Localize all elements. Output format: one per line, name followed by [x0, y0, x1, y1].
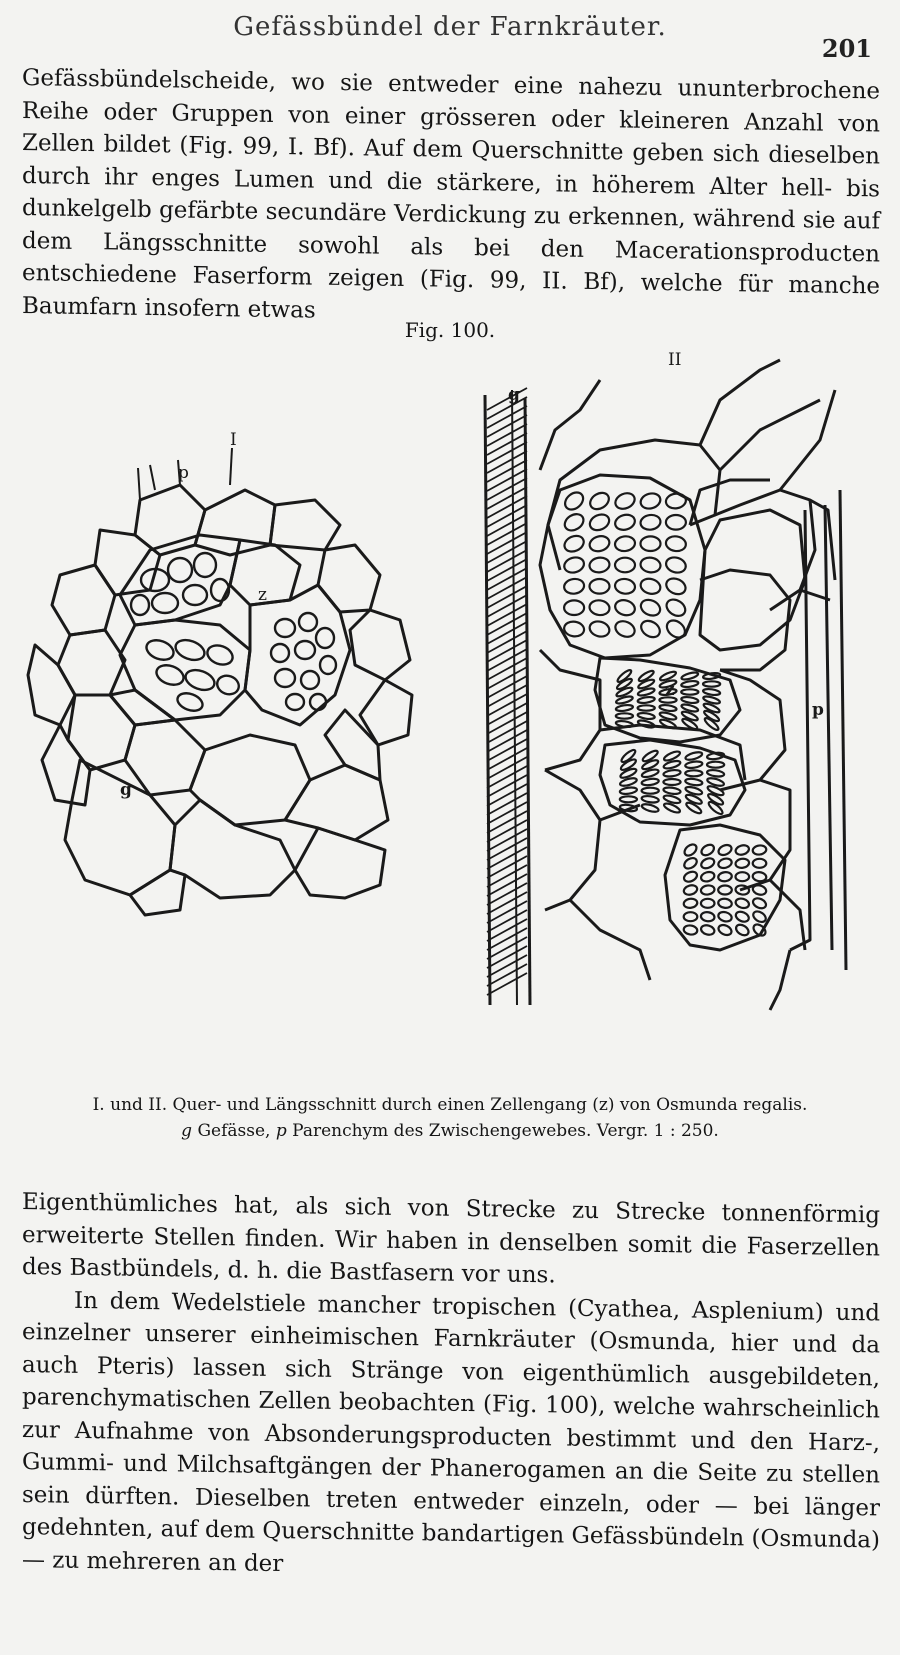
- vessel-striation: [487, 865, 527, 887]
- canal-inclusion: [735, 844, 751, 856]
- canal-inclusion: [587, 490, 612, 513]
- canal-inclusion: [663, 769, 681, 777]
- vessel-striation: [487, 820, 527, 842]
- panel-II-title: II: [668, 350, 682, 370]
- canal-inclusion: [562, 533, 586, 554]
- vessel-striation: [487, 667, 527, 689]
- canal-inclusion: [664, 596, 689, 619]
- running-title: Gefässbündel der Farnkräuter.: [233, 12, 667, 42]
- caption-symbol-g: g: [181, 1121, 193, 1141]
- vessel-striation: [487, 541, 527, 563]
- caption-text-b: Parenchym des Zwischengewebes. Vergr. 1 : 250.: [286, 1121, 719, 1141]
- vessel-striation: [487, 784, 527, 806]
- canal-inclusion: [563, 620, 585, 637]
- panel-II-label-z: z: [665, 680, 675, 700]
- canal-inclusion: [707, 769, 725, 777]
- canal-inclusion: [683, 925, 698, 936]
- vessel-striation: [487, 577, 527, 599]
- canal-inclusion: [666, 515, 686, 530]
- canal-inclusion: [637, 696, 655, 704]
- vessel-striation: [487, 712, 527, 734]
- canal-inclusion: [736, 872, 750, 881]
- canal-inclusion: [735, 897, 751, 909]
- canal-inclusion: [717, 843, 733, 857]
- canal-inclusion: [664, 617, 689, 641]
- canal-inclusion: [753, 859, 767, 868]
- canal-inclusion: [638, 618, 663, 641]
- canal-inclusion: [663, 779, 680, 785]
- canal-inclusion: [562, 489, 587, 513]
- canal-inclusion: [664, 576, 688, 597]
- page-number: 201: [821, 34, 872, 63]
- panel-I-cross-section: [28, 485, 412, 915]
- canal-inclusion: [638, 597, 662, 618]
- canal-inclusion: [752, 884, 768, 896]
- vessel-striation: [487, 433, 527, 455]
- canal-inclusion: [619, 787, 637, 795]
- figure-drawing: [0, 350, 900, 1070]
- vessel-striation: [487, 523, 527, 545]
- canal-inclusion: [615, 558, 635, 573]
- vessel-striation: [487, 514, 527, 536]
- vessel-striation: [487, 460, 527, 482]
- vessel-striation: [487, 955, 527, 977]
- vessel-striation: [487, 901, 527, 923]
- canal-inclusion: [700, 924, 716, 936]
- canal-inclusion: [682, 842, 698, 858]
- vessel-striation: [487, 793, 527, 815]
- panel-II-label-p: p: [812, 700, 824, 720]
- canal-inclusion: [614, 535, 636, 552]
- vessel-striation: [487, 451, 527, 473]
- canal-inclusion: [685, 761, 703, 769]
- vessel-striation: [487, 676, 527, 698]
- canal-inclusion: [681, 671, 699, 681]
- canal-inclusion: [613, 513, 636, 533]
- panel-I-label-z: z: [258, 585, 267, 605]
- vessel-striation: [487, 604, 527, 626]
- figure-caption-line2: [20, 1119, 880, 1143]
- canal-inclusion: [734, 910, 750, 924]
- canal-inclusion: [751, 896, 767, 910]
- canal-inclusion: [616, 704, 634, 712]
- vessel-striation: [487, 739, 527, 761]
- canal-inclusion: [700, 871, 716, 883]
- canal-inclusion: [641, 778, 659, 786]
- canal-inclusion: [564, 600, 584, 615]
- body-text-bottom: [22, 1186, 880, 1589]
- vessel-striation: [487, 640, 527, 662]
- figure-caption-line1: I. und II. Quer- und Längsschnitt durch einen Zellengang (z) von Osmunda regalis.: [92, 1095, 808, 1115]
- vessel-striation: [487, 550, 527, 572]
- vessel-striation: [487, 910, 527, 932]
- caption-symbol-p: p: [275, 1121, 287, 1141]
- canal-inclusion: [620, 796, 637, 802]
- vessel-striation: [487, 631, 527, 653]
- canal-inclusion: [701, 899, 715, 908]
- vessel-striation: [487, 388, 527, 410]
- vessel-striation: [487, 424, 527, 446]
- vessel-striation: [487, 568, 527, 590]
- vessel-striation: [487, 496, 527, 518]
- canal-inclusion: [616, 713, 633, 718]
- canal-inclusion: [681, 696, 699, 704]
- canal-inclusion: [717, 857, 733, 869]
- canal-inclusion: [642, 788, 659, 794]
- canal-inclusion: [707, 762, 724, 768]
- canal-inclusion: [700, 885, 715, 896]
- vessel-striation: [487, 703, 527, 725]
- canal-inclusion: [752, 845, 767, 856]
- canal-inclusion: [751, 909, 767, 924]
- canal-inclusion: [682, 870, 698, 884]
- panel-I-canal-cells: [131, 553, 336, 714]
- vessel-striation: [487, 694, 527, 716]
- vessel-striation: [487, 802, 527, 824]
- vessel-striation: [487, 442, 527, 464]
- canal-inclusion: [587, 512, 611, 533]
- vessel-striation: [487, 874, 527, 896]
- vessel-striation: [487, 919, 527, 941]
- vessel-striation: [487, 469, 527, 491]
- vessel-striation: [487, 730, 527, 752]
- caption-text-a: Gefässe,: [192, 1121, 276, 1141]
- vessel-striation: [487, 766, 527, 788]
- vessel-striation: [487, 532, 527, 554]
- canal-inclusion: [681, 689, 698, 694]
- canal-inclusion: [700, 911, 715, 922]
- canal-inclusion: [589, 599, 611, 616]
- canal-inclusion: [613, 490, 637, 511]
- vessel-striation: [487, 748, 527, 770]
- panel-I-label-p: p: [178, 463, 189, 483]
- canal-inclusion: [639, 577, 662, 597]
- canal-inclusion: [685, 778, 703, 786]
- vessel-striation: [487, 478, 527, 500]
- vessel-striation: [487, 811, 527, 833]
- canal-inclusion: [734, 923, 750, 938]
- vessel-striation: [487, 775, 527, 797]
- canal-inclusion: [685, 770, 702, 776]
- canal-inclusion: [637, 719, 655, 729]
- canal-inclusion: [589, 556, 611, 573]
- panel-I-label-g: g: [120, 780, 132, 800]
- canal-inclusion: [590, 579, 610, 594]
- vessel-striation: [487, 595, 527, 617]
- vessel-striation: [487, 406, 527, 428]
- canal-inclusion: [562, 555, 585, 575]
- canal-inclusion: [683, 884, 699, 896]
- vessel-striation: [487, 829, 527, 851]
- canal-inclusion: [700, 843, 716, 858]
- body-text-top: [22, 62, 880, 335]
- canal-inclusion: [683, 898, 698, 909]
- canal-inclusion: [641, 536, 661, 551]
- vessel-striation: [487, 559, 527, 581]
- vessel-striation: [487, 415, 527, 437]
- canal-inclusion: [665, 535, 687, 552]
- panel-II-label-g: g: [508, 385, 520, 405]
- canal-inclusion: [700, 856, 716, 870]
- figure-100: [0, 350, 900, 1070]
- canal-inclusion: [663, 787, 681, 795]
- vessel-striation: [487, 856, 527, 878]
- canal-inclusion: [665, 492, 687, 509]
- vessel-striation: [487, 838, 527, 860]
- vessel-striation: [487, 757, 527, 779]
- canal-inclusion: [640, 514, 662, 531]
- canal-inclusion: [718, 871, 733, 882]
- canal-inclusion: [752, 871, 767, 882]
- vessel-striation: [487, 658, 527, 680]
- canal-inclusion: [681, 680, 699, 688]
- vessel-striation: [487, 928, 527, 950]
- canal-inclusion: [718, 898, 733, 909]
- vessel-striation: [487, 973, 527, 995]
- canal-inclusion: [562, 511, 587, 534]
- vessel-striation: [487, 487, 527, 509]
- paragraph-bottom-1: Eigenthümliches hat, als sich von Strecke zu Strecke tonnenförmig erweiterte Stellen finden. Wir haben in denselben somit die Faserzellen des Bastbündels, d. h. die Bastfasern vor uns.: [22, 1189, 880, 1289]
- canal-inclusion: [684, 912, 698, 921]
- vessel-striation: [487, 622, 527, 644]
- canal-inclusion: [717, 923, 733, 937]
- canal-inclusion: [703, 681, 720, 686]
- vessel-striation: [487, 505, 527, 527]
- vessel-striation: [487, 847, 527, 869]
- vessel-striation: [487, 586, 527, 608]
- canal-inclusion: [682, 856, 698, 871]
- canal-inclusion: [588, 534, 611, 554]
- canal-inclusion: [664, 555, 687, 575]
- canal-inclusion: [641, 803, 659, 814]
- panel-I-title: I: [230, 430, 237, 450]
- canal-inclusion: [637, 712, 655, 720]
- canal-inclusion: [638, 705, 655, 710]
- canal-inclusion: [613, 618, 637, 639]
- canal-inclusion: [685, 751, 703, 762]
- vessel-striation: [487, 613, 527, 635]
- vessel-striation: [487, 397, 527, 419]
- vessel-striation: [487, 721, 527, 743]
- canal-inclusion: [640, 556, 662, 573]
- canal-inclusion: [563, 578, 585, 595]
- canal-inclusion: [735, 858, 750, 869]
- vessel-striation: [487, 946, 527, 968]
- paragraph-bottom-2: In dem Wedelstiele mancher tropischen (Cyathea, Asplenium) und einzelner unserer einheimischen Farnkräuter (Osmunda, hier und da auch Pteris) lassen sich Stränge von eigenthümlich ausgebildeten, parenchymatischen Zellen beobachten (Fig. 100), welche wahrscheinlich zur Aufnahme von Absonderungsproducten bestimmt und den Harz-, Gummi- und Milchsaftgängen der Phanerogamen an die Seite zu stellen sein dürften. Dieselben treten entweder einzeln, oder — bei länger gedehnten, auf dem Querschnitte bandartigen Gefässbündeln (Osmunda) — zu mehreren an der: [22, 1287, 880, 1577]
- vessel-striation: [487, 892, 527, 914]
- vessel-striation: [487, 964, 527, 986]
- canal-inclusion: [639, 491, 662, 511]
- paragraph-top: Gefässbündelscheide, wo sie entweder eine nahezu ununterbrochene Reihe oder Gruppen von einer grösseren oder kleineren Anzahl von Zellen bildet (Fig. 99, I. Bf). Auf dem Querschnitte geben sich dieselben durch ihr enges Lumen und die stärkere, in höherem Alter hell- bis dunkelgelb gefärbte secundäre Verdickung zu erkennen, während sie auf dem Längsschnitte sowohl als bei den Macerationsproducten entschiedene Faserform zeigen (Fig. 99, II. Bf), welche für manche Baumfarn insofern etwas: [22, 65, 880, 324]
- panel-II-vessel-striations: [487, 388, 527, 995]
- canal-inclusion: [717, 911, 733, 923]
- canal-inclusion: [659, 704, 677, 712]
- canal-inclusion: [718, 886, 732, 895]
- canal-inclusion: [703, 688, 721, 696]
- canal-inclusion: [613, 598, 636, 618]
- vessel-striation: [487, 685, 527, 707]
- canal-inclusion: [588, 619, 611, 639]
- vessel-striation: [487, 937, 527, 959]
- canal-inclusion: [614, 578, 636, 595]
- vessel-striation: [487, 883, 527, 905]
- canal-inclusion: [641, 795, 659, 803]
- figure-label: Fig. 100.: [404, 318, 496, 342]
- vessel-striation: [487, 649, 527, 671]
